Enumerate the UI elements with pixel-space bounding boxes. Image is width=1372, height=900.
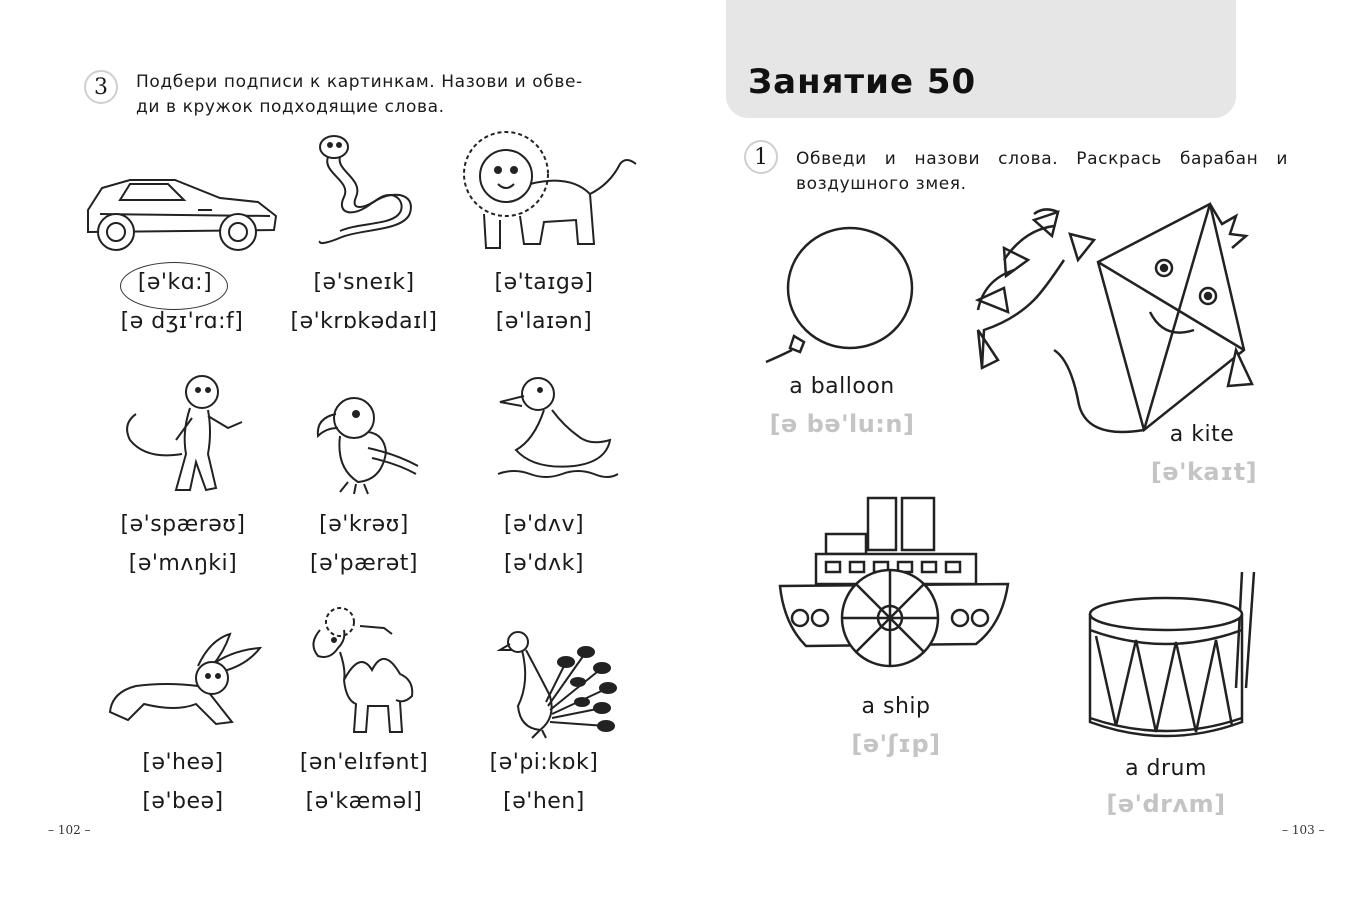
option-hare-2[interactable]: [ə'beə] — [142, 789, 224, 814]
option-lion-2[interactable]: [ə'laɪən] — [495, 309, 593, 334]
option-car-1[interactable]: [ə'kɑ:] — [137, 270, 213, 295]
task-line-2: ди в кружок подходящие слова. — [136, 97, 445, 117]
lesson-title: Занятие 50 — [748, 62, 977, 102]
task-instructions — [136, 70, 583, 120]
lion-icon — [460, 124, 645, 264]
task-line-2: воздушного змея. — [796, 174, 967, 194]
page-number-left: – 102 – — [48, 823, 91, 837]
option-snake-1[interactable]: [ə'sneɪk] — [313, 270, 415, 295]
option-camel-2[interactable]: [ə'kæməl] — [305, 789, 423, 814]
page-number-right: – 103 – — [1282, 823, 1325, 837]
option-peacock-1[interactable]: [ə'pi:kɒk] — [489, 750, 599, 775]
parrot-icon — [306, 388, 422, 498]
option-lion-1[interactable]: [ə'taɪgə] — [494, 270, 594, 295]
option-parrot-1[interactable]: [ə'krəʊ] — [319, 512, 409, 537]
balloon-icon — [760, 226, 920, 371]
word-balloon: a balloon — [789, 374, 895, 399]
transcription-balloon: [ə bə'lu:n] — [769, 410, 915, 438]
task-number-1: 1 — [744, 140, 778, 174]
snake-icon — [312, 133, 422, 253]
task-number-3: 3 — [84, 70, 118, 104]
transcription-kite: [ə'kaɪt] — [1150, 458, 1258, 486]
option-monkey-1[interactable]: [ə'spærəʊ] — [120, 512, 246, 537]
option-car-2[interactable]: [ə dʒɪ'rɑ:f] — [120, 309, 244, 334]
transcription-ship: [ə'ʃɪp] — [851, 730, 941, 758]
task-line-1: Подбери подписи к картинкам. Назови и обве- — [136, 72, 583, 92]
task-instructions — [796, 147, 1288, 197]
duck-icon — [494, 370, 620, 490]
option-hare-1[interactable]: [ə'heə] — [142, 750, 224, 775]
option-camel-1[interactable]: [ən'elɪfənt] — [299, 750, 429, 775]
task-line-1: Обведи и назови слова. Раскрась барабан и — [796, 149, 1288, 169]
option-monkey-2[interactable]: [ə'mʌŋki] — [128, 551, 238, 576]
option-peacock-2[interactable]: [ə'hen] — [503, 789, 585, 814]
ship-icon — [776, 494, 1011, 669]
option-duck-1[interactable]: [ə'dʌv] — [503, 512, 585, 537]
car-icon — [80, 172, 280, 257]
kite-icon — [974, 200, 1264, 455]
right-page — [700, 0, 1372, 900]
transcription-drum: [ə'drʌm] — [1106, 790, 1226, 818]
drum-icon — [1086, 568, 1264, 748]
word-ship: a ship — [861, 694, 931, 719]
option-snake-2[interactable]: [ə'krɒkədaɪl] — [290, 309, 438, 334]
camel-icon — [300, 600, 425, 735]
hare-icon — [106, 632, 266, 732]
peacock-icon — [490, 622, 620, 740]
word-drum: a drum — [1125, 756, 1207, 781]
option-parrot-2[interactable]: [ə'pærət] — [309, 551, 419, 576]
option-duck-2[interactable]: [ə'dʌk] — [504, 551, 584, 576]
word-kite: a kite — [1169, 422, 1235, 447]
monkey-icon — [116, 370, 251, 502]
